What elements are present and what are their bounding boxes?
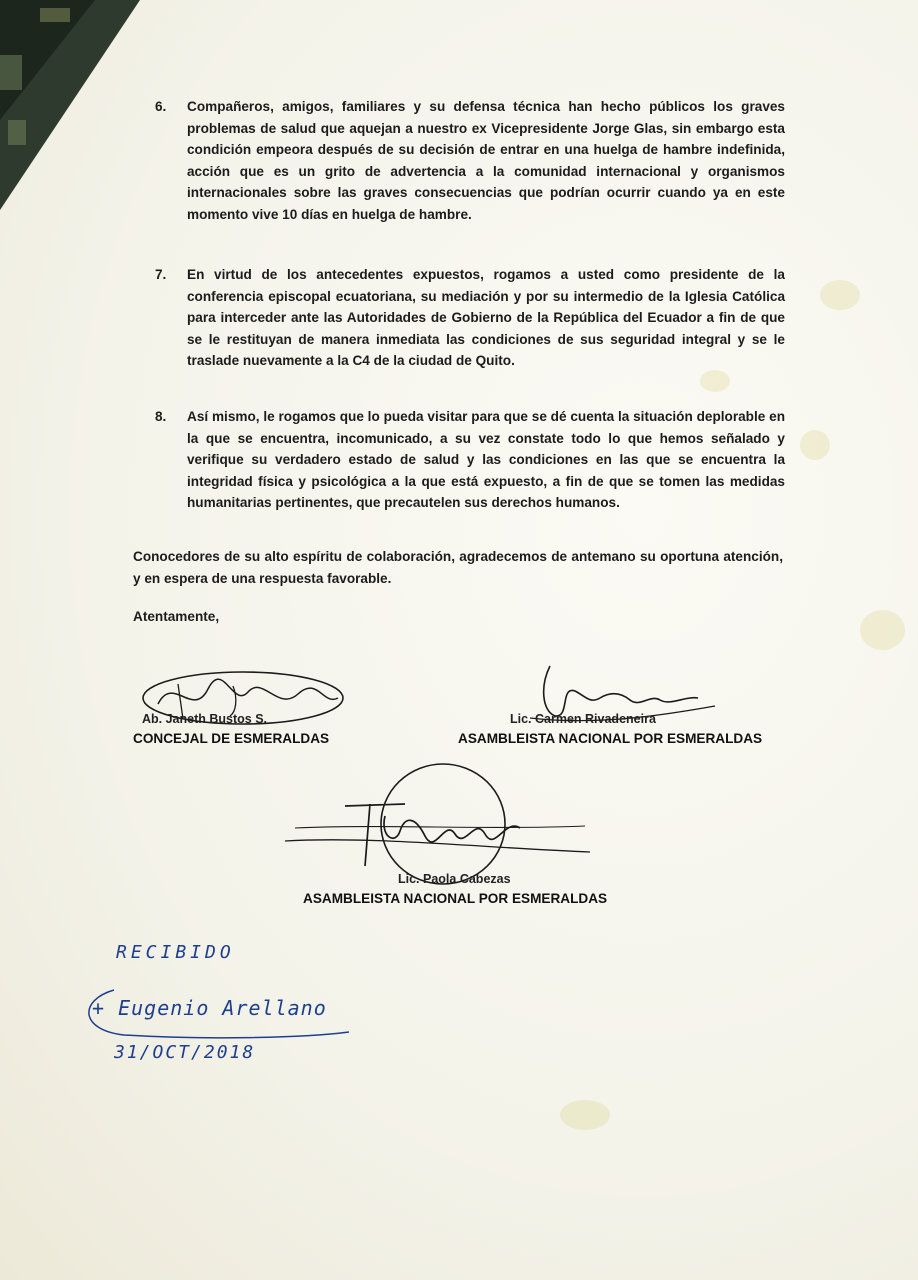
paper-speck (800, 430, 830, 460)
paragraph-text: En virtud de los antecedentes expuestos, rogamos a usted como presidente de la conferencia episcopal ecuatoriana, su mediación y por su intermedio de la Iglesia Católica para interceder ante las Autoridades de Gobierno de la República del Ecuador a fin de que se le restituyan de manera inmediata las condiciones de sus seguridad integral y se le traslade nuevamente a la C4 de la ciudad de Quito. (187, 267, 785, 368)
signatory-title: ASAMBLEISTA NACIONAL POR ESMERALDAS (303, 891, 608, 906)
signatory-name: Lic. Carmen Rivadeneira (510, 712, 656, 726)
paper-speck (820, 280, 860, 310)
signatory-title: ASAMBLEISTA NACIONAL POR ESMERALDAS (458, 731, 763, 746)
numbered-paragraph (155, 406, 785, 514)
paragraph-text: Así mismo, le rogamos que lo pueda visitar para que se dé cuenta la situación deplorable en la que se encuentra, incomunicado, a su vez constate todo lo que hemos señalado y verifique su verdadero estado de salud y las condiciones en las que se encuentra la integridad física y psicológica a la que está expuesto, a fin de que se tomen las medidas humanitarias pertinentes, que precautelen sus derechos humanos. (187, 409, 785, 510)
paragraph-text: Compañeros, amigos, familiares y su defensa técnica han hecho públicos los graves problemas de salud que aquejan a nuestro ex Vicepresidente Jorge Glas, sin embargo esta condición empeora después de su decisión de entrar en una huelga de hambre indefinida, acción que es un grito de advertencia a la comunidad internacional y organismos internacionales sobre las graves consecuencias que podrían ocurrir cuando ya en este momento vive 10 días en huelga de hambre. (187, 99, 785, 222)
paper-speck (860, 610, 905, 650)
signatory-name: Ab. Janeth Bustos S. (142, 712, 268, 726)
signatory-name: Lic. Paola Cabezas (398, 872, 511, 886)
scan-corner-shadow (0, 0, 140, 220)
received-date: 31/OCT/2018 (114, 1042, 256, 1063)
received-label: RECIBIDO (116, 942, 235, 963)
paragraph-number: 7. (155, 267, 167, 282)
signatory-title: CONCEJAL DE ESMERALDAS (133, 731, 330, 746)
numbered-paragraph (155, 264, 785, 372)
paper-speck (700, 370, 730, 392)
closing-paragraph: Conocedores de su alto espíritu de colaboración, agradecemos de antemano su oportuna atención, y en espera de una respuesta favorable. (133, 549, 783, 586)
paragraph-number: 8. (155, 409, 167, 424)
numbered-paragraph (155, 96, 785, 225)
salutation: Atentamente, (133, 609, 220, 624)
received-signature: + Eugenio Arellano (92, 996, 327, 1020)
paragraph-number: 6. (155, 99, 167, 114)
paper-speck (560, 1100, 610, 1130)
